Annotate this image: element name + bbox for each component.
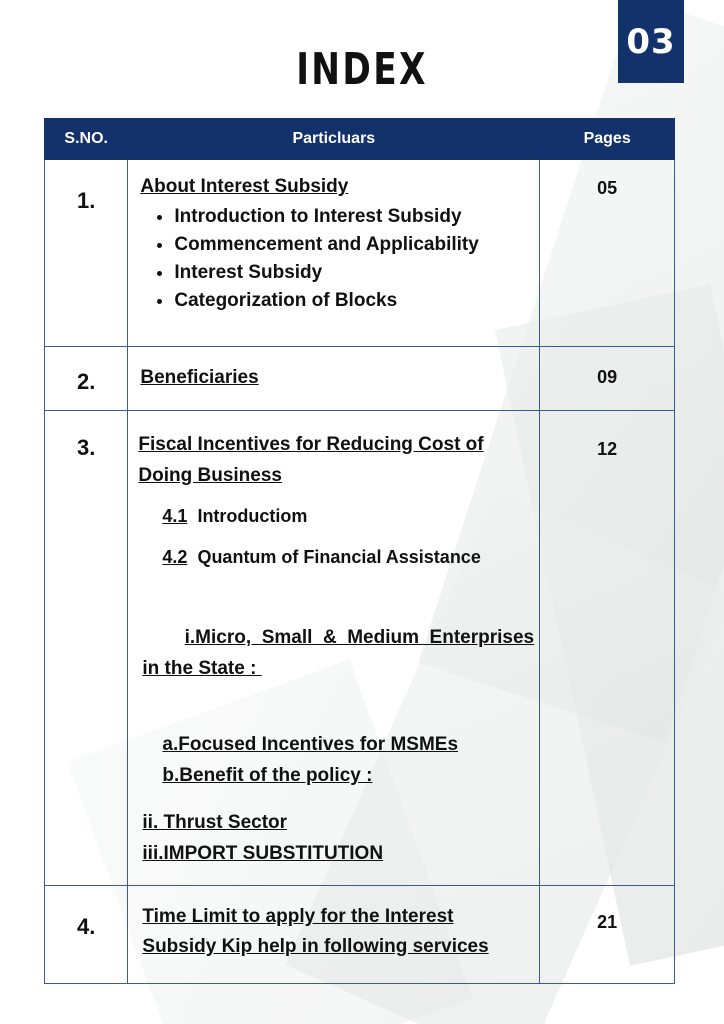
section-link[interactable]: Fiscal Incentives for Reducing Cost of Doing Business [138, 434, 484, 486]
header-particulars: Particluars [128, 119, 540, 160]
row-particulars [128, 347, 540, 411]
header-pages: Pages [540, 119, 675, 160]
row-sno: 4. [45, 886, 128, 984]
section-link[interactable]: About Interest Subsidy [140, 176, 349, 197]
list-item: • Categorization of Blocks [174, 290, 539, 312]
list-item: • Introduction to Interest Subsidy [174, 206, 539, 228]
row-page: 09 [540, 347, 675, 411]
header-sno: S.NO. [45, 119, 128, 160]
row-particulars [128, 160, 540, 347]
section-link[interactable]: Time Limit to apply for the Interest Subsidy Kip help in following services [142, 906, 489, 957]
section-link[interactable]: Beneficiaries [140, 367, 259, 388]
table-row [45, 347, 675, 411]
bullet-list [140, 206, 539, 312]
msme-sub-items: a.Focused Incentives for MSMEs b.Benefit of the policy : [162, 734, 459, 786]
other-sections: ii. Thrust Sector iii.IMPORT SUBSTITUTION [142, 812, 384, 864]
list-item: • Commencement and Applicability [174, 234, 539, 256]
msme-section[interactable]: i.Micro, Small & Medium Enterprises in the State : [142, 627, 535, 679]
table-header-row [45, 119, 675, 160]
table-row [45, 886, 675, 984]
subsection-4-1: 4.1 Introductiom [162, 506, 308, 526]
row-page: 12 [540, 411, 675, 886]
row-particulars [128, 886, 540, 984]
page-number-badge: 03 [618, 0, 684, 83]
row-particulars [128, 411, 540, 886]
row-sno: 3. [45, 411, 128, 886]
row-page: 21 [540, 886, 675, 984]
table-row [45, 411, 675, 886]
row-page: 05 [540, 160, 675, 347]
subsection-4-2: 4.2 Quantum of Financial Assistance [162, 547, 481, 567]
page-title: INDEX [296, 44, 428, 95]
row-sno: 2. [45, 347, 128, 411]
table-row [45, 160, 675, 347]
index-table [44, 118, 675, 984]
row-sno: 1. [45, 160, 128, 347]
list-item: • Interest Subsidy [174, 262, 539, 284]
